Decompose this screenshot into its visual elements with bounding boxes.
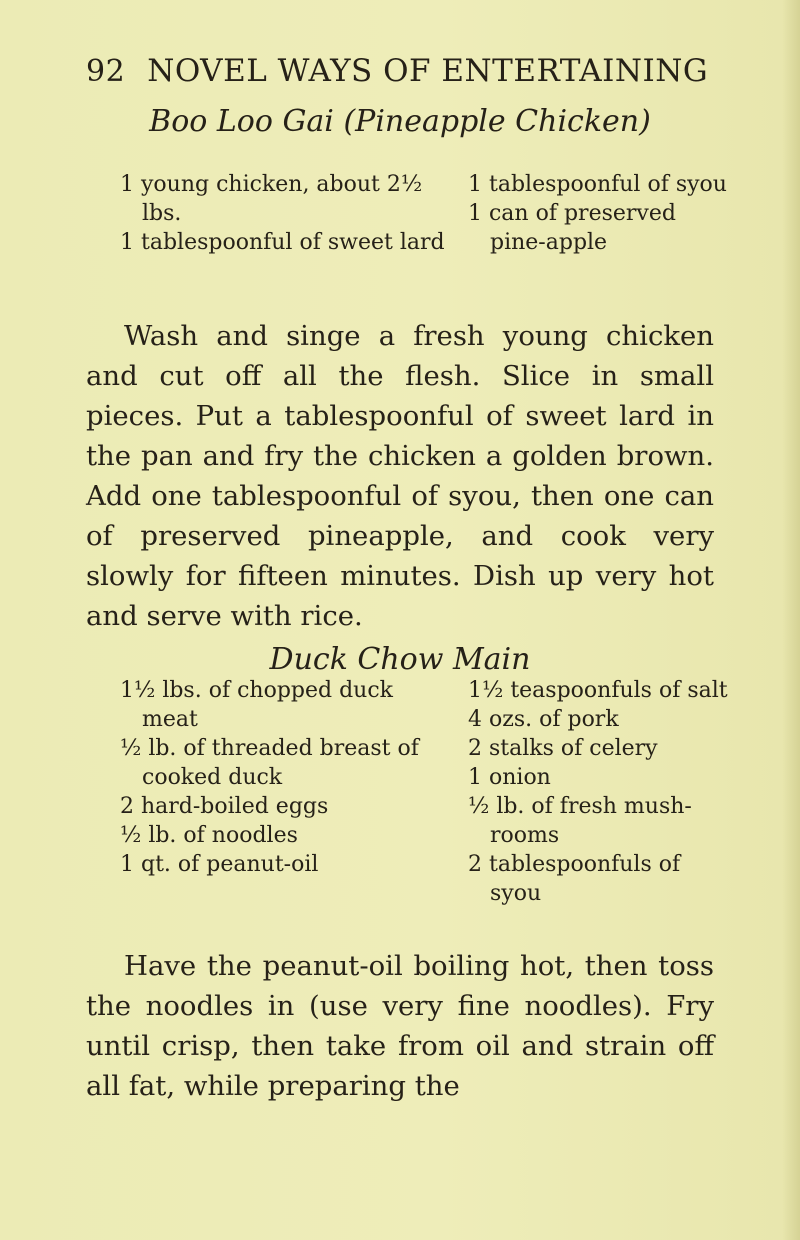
running-title: NOVEL WAYS OF ENTERTAINING (147, 53, 709, 89)
ingredient-item: 1 tablespoonful of sweet lard (120, 230, 445, 255)
running-header (86, 53, 786, 93)
ingredient-list-left (120, 676, 450, 879)
recipe-title-duck-chow-main: Duck Chow Main (269, 642, 531, 677)
ingredient-item: 1 can of preserved pine-apple (468, 201, 676, 255)
ingredient-item: 1 tablespoonful of syou (468, 172, 727, 197)
ingredient-item: ½ lb. of threaded breast of cooked duck (120, 736, 419, 790)
ingredient-item: 1½ teaspoonfuls of salt (468, 678, 728, 703)
ingredient-list-right (468, 676, 728, 908)
ingredient-item: 2 hard-boiled eggs (120, 794, 329, 819)
ingredient-item: ½ lb. of fresh mush-rooms (468, 794, 692, 848)
ingredient-item: 2 tablespoonfuls of syou (468, 852, 681, 906)
ingredient-item: 1 onion (468, 765, 551, 790)
ingredient-item: 2 stalks of celery (468, 736, 658, 761)
recipe-method-duck-chow-main: Have the peanut-oil boiling hot, then toss the noodles in (use very fine noodles). Fry until crisp, then take from oil and strain off all fat, while preparing the (86, 950, 714, 1102)
ingredient-item: 1 young chicken, about 2½ lbs. (120, 172, 423, 226)
page-number: 92 (86, 54, 126, 89)
ingredient-item: 1 qt. of peanut-oil (120, 852, 319, 877)
ingredient-list-right (468, 170, 728, 257)
ingredient-list-left (120, 170, 450, 257)
recipe-title-pineapple-chicken: Boo Loo Gai (Pineapple Chicken) (149, 104, 651, 139)
ingredient-item: 1½ lbs. of chopped duck meat (120, 678, 393, 732)
ingredient-item: ½ lb. of noodles (120, 823, 298, 848)
recipe-method-pineapple-chicken: Wash and singe a fresh young chicken and cut off all the flesh. Slice in small pieces. Put a tablespoonful of sweet lard in the pan and fry the chicken a golden brown. Add one tablespoonful of syou, then one can of preserved pineapple, and cook very slowly for fifteen minutes. Dish up very hot and serve with rice. (86, 320, 714, 632)
ingredient-item: 4 ozs. of pork (468, 707, 619, 732)
